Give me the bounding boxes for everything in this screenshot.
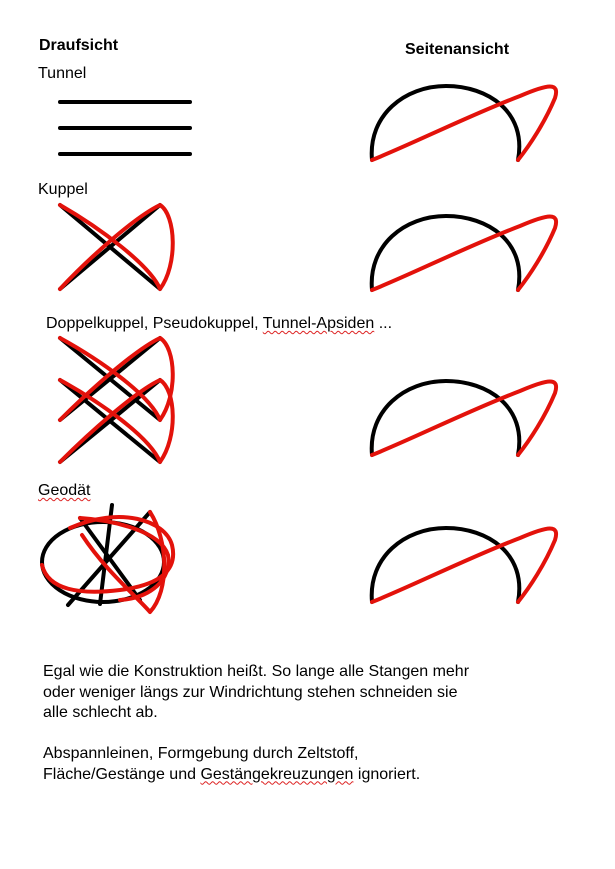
note-gestaengekreuzungen: Gestängekreuzungen [200, 765, 354, 783]
side-view-kuppel [372, 216, 556, 290]
doppel-side-deformed-arch [372, 382, 556, 456]
label-tunnel: Tunnel [38, 65, 87, 82]
kuppel-side-deformed-arch [372, 217, 556, 291]
label-kuppel: Kuppel [38, 181, 88, 198]
geodaet-side-deformed-arch [372, 529, 556, 603]
side-view-geodaet [372, 528, 556, 602]
conclusion-line-1: Egal wie die Konstruktion heißt. So lange alle Stangen mehr [43, 663, 470, 680]
side-view-tunnel [372, 86, 556, 160]
conclusion-line-3: alle schlecht ab. [43, 704, 158, 721]
note-line-2-suffix: ignoriert. [353, 765, 421, 783]
label-doppelkuppel-suffix: ... [374, 315, 393, 332]
conclusion-line-2: oder weniger längs zur Windrichtung stehen schneiden sie [43, 683, 458, 701]
heading-side-view: Seitenansicht [405, 41, 510, 58]
side-view-doppelkuppel [372, 381, 556, 455]
note-paragraph [43, 744, 420, 785]
note-line-1: Abspannleinen, Formgebung durch Zeltstoff, [43, 745, 359, 762]
label-doppelkuppel-prefix: Doppelkuppel, Pseudokuppel, [46, 315, 263, 332]
conclusion-paragraph [43, 662, 469, 724]
note-line-2 [43, 765, 420, 786]
label-tunnel-apsiden: Tunnel-Apsiden [262, 315, 375, 332]
note-line-2-prefix: Fläche/Gestänge und [43, 765, 201, 783]
heading-top-view: Draufsicht [39, 37, 119, 54]
label-geodaet: Geodät [38, 482, 91, 499]
tunnel-side-deformed-arch [372, 87, 556, 161]
